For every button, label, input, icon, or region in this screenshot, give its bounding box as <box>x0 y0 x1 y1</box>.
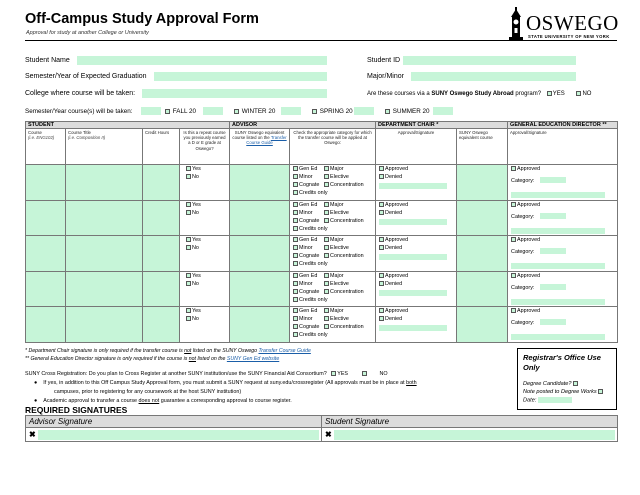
fall-year-field[interactable] <box>203 107 223 115</box>
gened-signature-field[interactable] <box>511 299 605 305</box>
chair-approved-checkbox[interactable] <box>379 202 384 207</box>
header-credit-hours: Credit Hours <box>143 129 180 165</box>
chair-approved-checkbox[interactable] <box>379 166 384 171</box>
logo-wordmark: OSWEGO <box>526 11 619 35</box>
logo-tagline: STATE UNIVERSITY OF NEW YORK <box>528 34 610 39</box>
chair-denied-checkbox[interactable] <box>379 316 384 321</box>
clock-tower-icon <box>506 7 528 41</box>
major-checkbox[interactable] <box>324 237 329 242</box>
spring-checkbox[interactable] <box>312 109 317 114</box>
cross-reg-yes-checkbox[interactable] <box>331 371 336 376</box>
credit-hours-field[interactable] <box>143 236 180 272</box>
transfer-course-guide-link[interactable]: Transfer Course Guide <box>246 135 287 146</box>
category-cell: Gen Ed Major Minor Elective Cognate Concentration Credits only <box>290 307 376 343</box>
semester-year-label: Semester/Year of Expected Graduation <box>25 73 147 80</box>
degree-works-row: Note posted to Degree Works <box>523 389 611 395</box>
concentration-checkbox[interactable] <box>324 182 329 187</box>
gen-ed-checkbox[interactable] <box>293 308 298 313</box>
gened-note: ** General Education Director signature is only required if the course is not listed on the SUNY Gen Ed website <box>25 356 280 362</box>
gened-approved-checkbox[interactable] <box>511 308 516 313</box>
advisor-x-mark: ✖ <box>29 430 36 439</box>
course-field[interactable] <box>26 200 66 236</box>
elective-checkbox[interactable] <box>324 281 329 286</box>
repeat-no-checkbox[interactable] <box>186 245 191 250</box>
repeat-yes-checkbox[interactable] <box>186 202 191 207</box>
chair-denied-checkbox[interactable] <box>379 174 384 179</box>
repeat-no-checkbox[interactable] <box>186 174 191 179</box>
credit-hours-field[interactable] <box>143 307 180 343</box>
concentration-checkbox[interactable] <box>324 218 329 223</box>
concentration-checkbox[interactable] <box>324 289 329 294</box>
course-field[interactable] <box>26 307 66 343</box>
bullet-cross-register: ● If yes, in addition to this Off Campus Study Approval form, you must submit a SUNY request at suny.edu/crossregister (All approvals must be in place at both <box>34 380 417 386</box>
gened-signature-field[interactable] <box>511 334 605 340</box>
equivalent-field[interactable] <box>230 271 290 307</box>
major-checkbox[interactable] <box>324 202 329 207</box>
gened-approval-cell: Approved Category: <box>508 307 618 343</box>
repeat-yes-checkbox[interactable] <box>186 308 191 313</box>
student-signature-cell <box>322 428 618 442</box>
form-title: Off-Campus Study Approval Form <box>25 11 259 27</box>
chair-equivalent-field[interactable] <box>457 236 508 272</box>
repeat-yes-checkbox[interactable] <box>186 166 191 171</box>
credits-only-checkbox[interactable] <box>293 297 298 302</box>
college-field[interactable] <box>142 89 327 98</box>
chair-approval-cell: Approved Denied <box>376 165 457 201</box>
course-title-field[interactable] <box>66 200 143 236</box>
repeat-yes-label: Yes <box>192 166 201 172</box>
gened-category-field[interactable] <box>540 213 566 219</box>
gened-approval-cell: Approved Category: <box>508 165 618 201</box>
gened-approved-checkbox[interactable] <box>511 273 516 278</box>
repeat-yes-checkbox[interactable] <box>186 273 191 278</box>
credits-only-checkbox[interactable] <box>293 226 298 231</box>
cognate-checkbox[interactable] <box>293 218 298 223</box>
course-row <box>26 271 618 307</box>
equivalent-field[interactable] <box>230 200 290 236</box>
student-x-mark: ✖ <box>325 430 332 439</box>
repeat-no-label: No <box>192 280 199 287</box>
student-name-field[interactable] <box>77 56 327 65</box>
header-course: Course (i.e. ENG102) <box>26 129 66 165</box>
gened-signature-field[interactable] <box>511 228 605 234</box>
fall-option: FALL 20 <box>165 108 196 115</box>
gened-category-field[interactable] <box>540 319 566 325</box>
course-row <box>26 307 618 343</box>
advisor-signature-cell <box>26 428 322 442</box>
course-title-field[interactable] <box>66 165 143 201</box>
major-checkbox[interactable] <box>324 308 329 313</box>
summer-checkbox[interactable] <box>385 109 390 114</box>
fall-checkbox[interactable] <box>165 109 170 114</box>
semester-taken-field[interactable] <box>141 107 161 115</box>
category-cell: Gen Ed Major Minor Elective Cognate Concentration Credits only <box>290 271 376 307</box>
header-category: Check the appropriate category for which the transfer course will be applied at Oswego: <box>290 129 376 165</box>
minor-checkbox[interactable] <box>293 210 298 215</box>
cognate-checkbox[interactable] <box>293 289 298 294</box>
chair-denied-checkbox[interactable] <box>379 245 384 250</box>
cognate-checkbox[interactable] <box>293 324 298 329</box>
repeat-yes-label: Yes <box>192 201 201 208</box>
gened-approved-checkbox[interactable] <box>511 237 516 242</box>
concentration-checkbox[interactable] <box>324 324 329 329</box>
abroad-yes-checkbox[interactable] <box>547 91 552 96</box>
header-divider <box>25 40 617 41</box>
student-signature-field[interactable] <box>334 430 615 440</box>
major-checkbox[interactable] <box>324 273 329 278</box>
section-student: STUDENT <box>26 122 230 129</box>
repeat-no-checkbox[interactable] <box>186 316 191 321</box>
category-cell: Gen Ed Major Minor Elective Cognate Concentration Credits only <box>290 236 376 272</box>
abroad-question: Are these courses via a SUNY Oswego Study Abroad program? YES NO <box>367 91 592 98</box>
header-equivalent: SUNY Oswego equivalent course listed on the Transfer Course Guide <box>230 129 290 165</box>
header-gened-approval: Approval/Signature <box>508 129 618 165</box>
student-id-field[interactable] <box>403 56 576 65</box>
semester-year-field[interactable] <box>154 72 327 81</box>
chair-signature-field[interactable] <box>379 325 447 331</box>
cognate-checkbox[interactable] <box>293 253 298 258</box>
oswego-logo <box>506 7 618 43</box>
registrar-date-row: Date: <box>523 397 611 403</box>
advisor-signature-field[interactable] <box>38 430 319 440</box>
equivalent-field[interactable] <box>230 236 290 272</box>
credit-hours-field[interactable] <box>143 165 180 201</box>
gen-ed-checkbox[interactable] <box>293 202 298 207</box>
chair-equivalent-field[interactable] <box>457 307 508 343</box>
repeat-yes-checkbox[interactable] <box>186 237 191 242</box>
chair-approval-cell: Approved Denied <box>376 236 457 272</box>
section-advisor: ADVISOR <box>230 122 376 129</box>
registrar-box <box>517 348 617 410</box>
chair-approval-cell: Approved Denied <box>376 200 457 236</box>
minor-checkbox[interactable] <box>293 281 298 286</box>
header-chair-equivalent: SUNY Oswego equivalent course <box>457 129 508 165</box>
credits-only-checkbox[interactable] <box>293 190 298 195</box>
category-cell: Gen Ed Major Minor Elective Cognate Concentration Credits only <box>290 200 376 236</box>
chair-equivalent-field[interactable] <box>457 165 508 201</box>
semester-taken-label: Semester/Year course(s) will be taken: <box>25 108 133 115</box>
gen-ed-checkbox[interactable] <box>293 237 298 242</box>
form-subtitle: Approval for study at another College or University <box>26 30 149 36</box>
course-title-field[interactable] <box>66 271 143 307</box>
gened-category-field[interactable] <box>540 248 566 254</box>
chair-note: * Department Chair signature is only required if the transfer course is not listed on the SUNY Oswego Transfer Course Guide <box>25 348 311 354</box>
cross-reg-no-checkbox[interactable] <box>362 371 367 376</box>
repeat-cell <box>180 271 230 307</box>
student-signature-label: Student Signature <box>322 416 618 428</box>
chair-equivalent-field[interactable] <box>457 200 508 236</box>
winter-option: WINTER 20 <box>234 108 275 115</box>
winter-checkbox[interactable] <box>234 109 239 114</box>
advisor-signature-label: Advisor Signature <box>26 416 322 428</box>
chair-signature-field[interactable] <box>379 183 447 189</box>
registrar-title: Registrar's Office Use Only <box>523 353 601 372</box>
gened-approval-cell: Approved Category: <box>508 236 618 272</box>
spring-option: SPRING 20 <box>312 108 353 115</box>
student-name-label: Student Name <box>25 57 70 64</box>
major-checkbox[interactable] <box>324 166 329 171</box>
equivalent-field[interactable] <box>230 307 290 343</box>
course-field[interactable] <box>26 236 66 272</box>
summer-year-field[interactable] <box>433 107 453 115</box>
minor-checkbox[interactable] <box>293 245 298 250</box>
gened-approved-checkbox[interactable] <box>511 166 516 171</box>
minor-checkbox[interactable] <box>293 316 298 321</box>
header-course-title: Course Title (i.e. Composition II) <box>66 129 143 165</box>
elective-checkbox[interactable] <box>324 174 329 179</box>
chair-signature-field[interactable] <box>379 254 447 260</box>
equivalent-field[interactable] <box>230 165 290 201</box>
header-chair-approval: Approval/Signature <box>376 129 457 165</box>
minor-checkbox[interactable] <box>293 174 298 179</box>
chair-approved-checkbox[interactable] <box>379 308 384 313</box>
repeat-yes-label: Yes <box>192 237 201 243</box>
gened-category-field[interactable] <box>540 177 566 183</box>
repeat-no-label: No <box>192 316 199 322</box>
credits-only-checkbox[interactable] <box>293 332 298 337</box>
bullet-cross-register-cont: campuses, prior to registering for any coursework at the host SUNY institution) <box>54 389 242 395</box>
concentration-checkbox[interactable] <box>324 253 329 258</box>
repeat-no-label: No <box>192 245 199 251</box>
repeat-cell <box>180 165 230 201</box>
category-cell: Gen Ed Major Minor Elective Cognate Concentration Credits only <box>290 165 376 201</box>
repeat-no-checkbox[interactable] <box>186 210 191 215</box>
student-id-label: Student ID <box>367 57 401 64</box>
repeat-no-label: No <box>192 174 199 180</box>
degree-candidate-row: Degree Candidate? <box>523 381 611 387</box>
chair-signature-field[interactable] <box>379 290 447 296</box>
credit-hours-field[interactable] <box>143 271 180 307</box>
elective-checkbox[interactable] <box>324 245 329 250</box>
chair-signature-field[interactable] <box>379 219 447 225</box>
summer-option: SUMMER 20 <box>385 108 430 115</box>
course-row <box>26 236 618 272</box>
gened-website-link[interactable]: SUNY Gen Ed website <box>226 356 280 362</box>
elective-checkbox[interactable] <box>324 210 329 215</box>
gen-ed-checkbox[interactable] <box>293 273 298 278</box>
course-title-field[interactable] <box>66 307 143 343</box>
gened-signature-field[interactable] <box>511 192 605 198</box>
gen-ed-checkbox[interactable] <box>293 166 298 171</box>
cognate-checkbox[interactable] <box>293 182 298 187</box>
transfer-guide-link[interactable]: Transfer Course Guide <box>258 348 311 354</box>
credits-only-checkbox[interactable] <box>293 261 298 266</box>
major-minor-field[interactable] <box>411 72 576 81</box>
chair-equivalent-field[interactable] <box>457 271 508 307</box>
chair-approved-checkbox[interactable] <box>379 237 384 242</box>
degree-candidate-checkbox[interactable] <box>573 381 578 386</box>
gened-approval-cell: Approved Category: <box>508 271 618 307</box>
course-table <box>25 121 618 343</box>
gened-approved-checkbox[interactable] <box>511 202 516 207</box>
gened-category-field[interactable] <box>540 284 566 290</box>
repeat-yes-label: Yes <box>192 308 201 314</box>
elective-checkbox[interactable] <box>324 316 329 321</box>
degree-works-checkbox[interactable] <box>598 389 603 394</box>
repeat-no-label: No <box>192 209 199 216</box>
course-field[interactable] <box>26 165 66 201</box>
course-field[interactable] <box>26 271 66 307</box>
chair-denied-checkbox[interactable] <box>379 281 384 286</box>
chair-approval-cell: Approved Denied <box>376 271 457 307</box>
repeat-cell <box>180 236 230 272</box>
course-row <box>26 200 618 236</box>
winter-year-field[interactable] <box>281 107 301 115</box>
bullet-academic-approval: ● Academic approval to transfer a course does not guarantee a corresponding approval to course register. <box>34 398 292 404</box>
repeat-cell <box>180 200 230 236</box>
header-repeat: Is this a repeat course you previously earned a D or E grade at Oswego? <box>180 129 230 165</box>
chair-approved-checkbox[interactable] <box>379 273 384 278</box>
college-label: College where course will be taken: <box>25 90 136 97</box>
repeat-no-checkbox[interactable] <box>186 281 191 286</box>
repeat-yes-label: Yes <box>192 272 201 279</box>
section-chair: DEPARTMENT CHAIR * <box>376 122 508 129</box>
signature-table <box>25 415 618 442</box>
cross-reg-question: SUNY Cross Registration: Do you plan to Cross Register at another SUNY institution/use the SUNY Financial Aid Consortium? YES NO <box>25 371 388 377</box>
section-gened: GENERAL EDUCATION DIRECTOR ** <box>508 122 618 129</box>
credit-hours-field[interactable] <box>143 200 180 236</box>
course-title-field[interactable] <box>66 236 143 272</box>
course-row <box>26 165 618 201</box>
major-minor-label: Major/Minor <box>367 73 404 80</box>
chair-approval-cell: Approved Denied <box>376 307 457 343</box>
registrar-date-field[interactable] <box>538 397 572 403</box>
spring-year-field[interactable] <box>354 107 374 115</box>
signatures-heading: REQUIRED SIGNATURES <box>25 405 128 415</box>
repeat-cell <box>180 307 230 343</box>
abroad-no-checkbox[interactable] <box>576 91 581 96</box>
gened-approval-cell: Approved Category: <box>508 200 618 236</box>
gened-signature-field[interactable] <box>511 263 605 269</box>
chair-denied-checkbox[interactable] <box>379 210 384 215</box>
